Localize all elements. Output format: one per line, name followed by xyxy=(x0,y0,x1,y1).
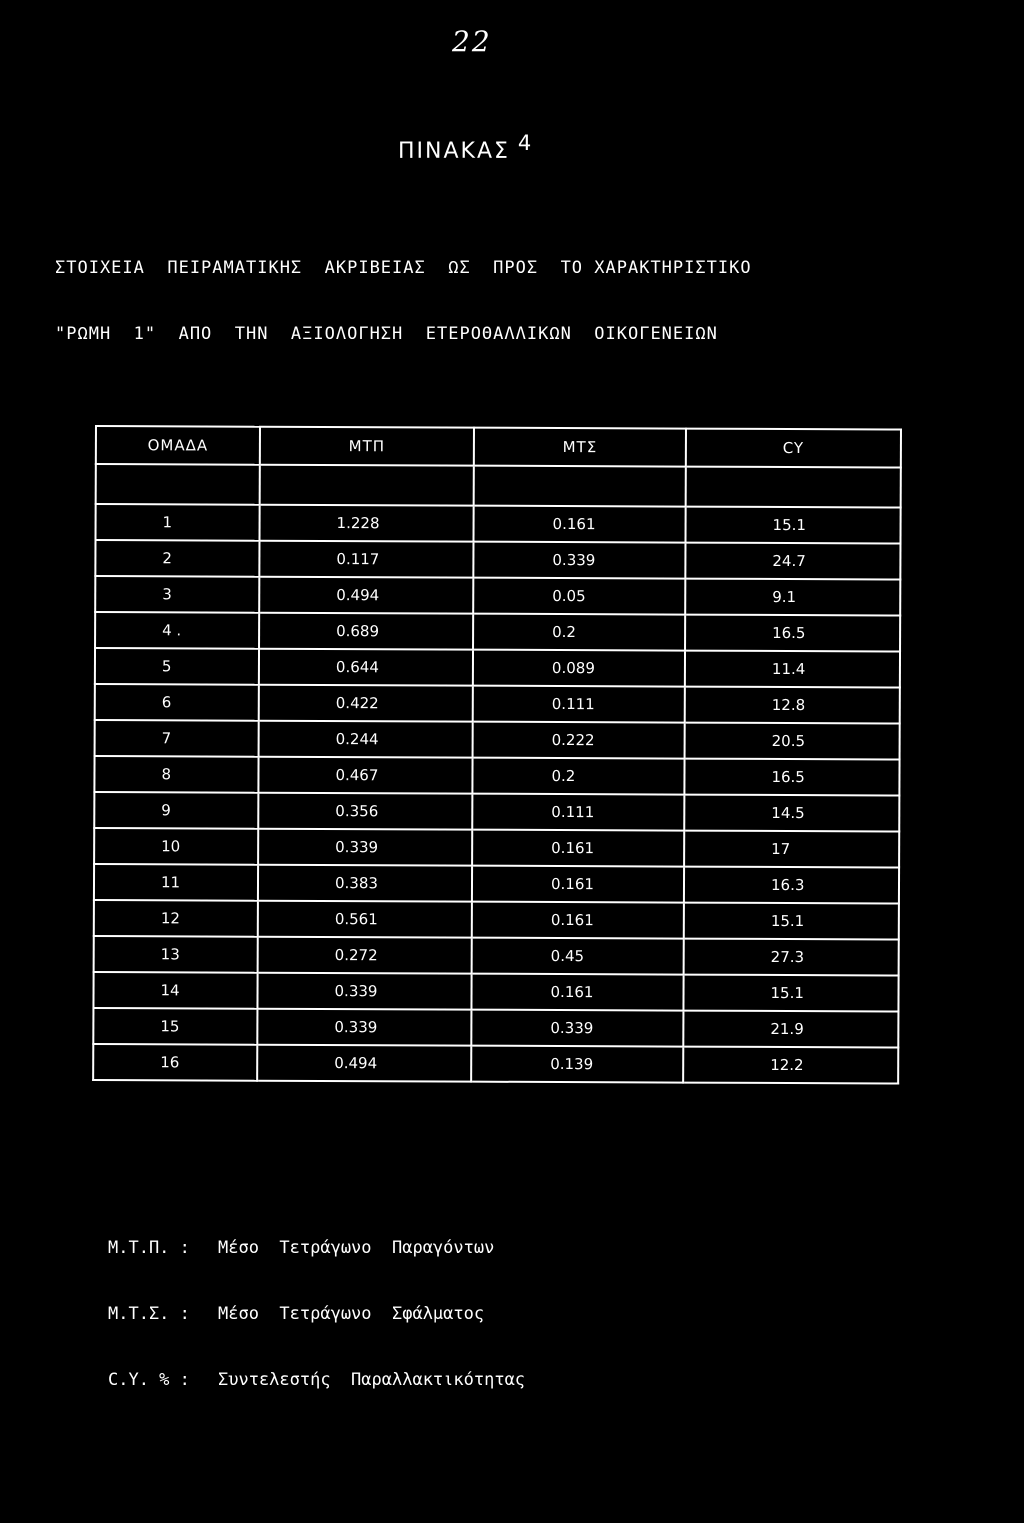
table-caption xyxy=(55,213,752,367)
group-cell: 1 xyxy=(95,504,259,541)
table-row xyxy=(94,900,899,940)
mts-cell: 0.161 xyxy=(472,866,684,903)
cv-cell: 21.9 xyxy=(683,1011,898,1048)
legend-abbr: C.Y. % : xyxy=(108,1370,190,1390)
header-cv: CY xyxy=(686,429,901,468)
cv-cell: 15.1 xyxy=(683,975,898,1012)
cv-cell: 17 xyxy=(684,831,899,868)
table-title-label: ΠΙΝΑΚΑΣ xyxy=(398,139,510,164)
table-row xyxy=(93,1044,898,1084)
mts-cell: 0.05 xyxy=(473,578,685,615)
cv-cell: 15.1 xyxy=(685,507,900,544)
mtp-cell: 0.339 xyxy=(257,973,471,1010)
table-title-number: 4 xyxy=(517,131,534,155)
mts-cell: 0.161 xyxy=(472,902,684,939)
group-cell: 2 xyxy=(95,540,259,577)
table-row xyxy=(94,828,899,868)
spacer-cell xyxy=(260,465,474,506)
table-header-row xyxy=(96,426,901,468)
table-row xyxy=(94,792,899,832)
group-cell: 8 xyxy=(94,756,258,793)
group-cell: 11 xyxy=(94,864,258,901)
group-cell: 3 xyxy=(95,576,259,613)
table-row xyxy=(95,612,900,652)
caption-line-2: "ΡΩΜΗ 1" ΑΠΟ ΤΗΝ ΑΞΙΟΛΟΓΗΣΗ ΕΤΕΡΟΘΑΛΛΙΚΩΝ ΟΙΚΟΓΕΝΕΙΩΝ xyxy=(55,324,718,344)
legend-row-cv xyxy=(108,1369,525,1391)
cv-cell: 16.5 xyxy=(684,759,899,796)
spacer-cell xyxy=(686,467,901,508)
group-cell: 4 . xyxy=(95,612,259,649)
table-row xyxy=(95,504,900,544)
mtp-cell: 0.117 xyxy=(259,541,473,578)
group-cell: 7 xyxy=(95,720,259,757)
page-number: 22 xyxy=(452,25,492,58)
cv-cell: 12.2 xyxy=(683,1047,898,1084)
spacer-cell xyxy=(96,464,260,505)
cv-cell: 24.7 xyxy=(685,543,900,580)
group-cell: 10 xyxy=(94,828,258,865)
mts-cell: 0.161 xyxy=(471,974,683,1011)
mts-cell: 0.161 xyxy=(473,506,685,543)
caption-line-1: ΣΤΟΙΧΕΙΑ ΠΕΙΡΑΜΑΤΙΚΗΣ ΑΚΡΙΒΕΙΑΣ ΩΣ ΠΡΟΣ ΤΟ ΧΑΡΑΚΤΗΡΙΣΤΙΚΟ xyxy=(55,258,752,278)
mtp-cell: 0.383 xyxy=(258,865,472,902)
legend-row-mts xyxy=(108,1303,525,1325)
legend-text: Μέσο Τετράγωνο Παραγόντων xyxy=(218,1238,495,1258)
table-row xyxy=(94,756,899,796)
cv-cell: 16.3 xyxy=(684,867,899,904)
table-row xyxy=(93,1008,898,1048)
table-row xyxy=(94,864,899,904)
legend-row-mtp xyxy=(108,1237,525,1259)
legend-text: Μέσο Τετράγωνο Σφάλματος xyxy=(218,1304,485,1324)
mtp-cell: 0.244 xyxy=(259,721,473,758)
legend-text: Συντελεστής Παραλλακτικότητας xyxy=(218,1370,526,1390)
mts-cell: 0.339 xyxy=(473,542,685,579)
mtp-cell: 0.339 xyxy=(258,829,472,866)
mtp-cell: 0.689 xyxy=(259,613,473,650)
mts-cell: 0.111 xyxy=(472,794,684,831)
table-row xyxy=(95,576,900,616)
cv-cell: 16.5 xyxy=(685,615,900,652)
mtp-cell: 0.422 xyxy=(259,685,473,722)
spacer-cell xyxy=(474,466,686,507)
mts-cell: 0.111 xyxy=(473,686,685,723)
mts-cell: 0.161 xyxy=(472,830,684,867)
group-cell: 6 xyxy=(95,684,259,721)
mtp-cell: 0.561 xyxy=(258,901,472,938)
mts-cell: 0.45 xyxy=(472,938,684,975)
group-cell: 5 xyxy=(95,648,259,685)
cv-cell: 9.1 xyxy=(685,579,900,616)
legend-abbr: Μ.Τ.Π. : xyxy=(108,1238,190,1258)
mtp-cell: 0.494 xyxy=(257,1045,471,1082)
cv-cell: 12.8 xyxy=(685,687,900,724)
legend-abbr: Μ.Τ.Σ. : xyxy=(108,1304,190,1324)
mtp-cell: 0.339 xyxy=(257,1009,471,1046)
mtp-cell: 0.494 xyxy=(259,577,473,614)
group-cell: 13 xyxy=(94,936,258,973)
cv-cell: 11.4 xyxy=(685,651,900,688)
mtp-cell: 0.644 xyxy=(259,649,473,686)
table-spacer-row xyxy=(96,464,901,508)
group-cell: 15 xyxy=(93,1008,257,1045)
cv-cell: 15.1 xyxy=(684,903,899,940)
header-mts: ΜΤΣ xyxy=(474,428,686,467)
table-title xyxy=(398,128,533,167)
mts-cell: 0.089 xyxy=(473,650,685,687)
table-row xyxy=(94,936,899,976)
table-row xyxy=(95,720,900,760)
mts-cell: 0.339 xyxy=(471,1010,683,1047)
mtp-cell: 1.228 xyxy=(259,505,473,542)
cv-cell: 20.5 xyxy=(685,723,900,760)
group-cell: 9 xyxy=(94,792,258,829)
table-row xyxy=(93,972,898,1012)
mtp-cell: 0.272 xyxy=(258,937,472,974)
group-cell: 12 xyxy=(94,900,258,937)
mts-cell: 0.2 xyxy=(473,614,685,651)
mts-cell: 0.222 xyxy=(473,722,685,759)
table-row xyxy=(95,540,900,580)
mtp-cell: 0.356 xyxy=(258,793,472,830)
header-group: ΟΜΑΔΑ xyxy=(96,426,260,465)
group-cell: 14 xyxy=(93,972,257,1009)
cv-cell: 14.5 xyxy=(684,795,899,832)
table-body xyxy=(93,464,901,1084)
table-row xyxy=(95,684,900,724)
header-mtp: ΜΤΠ xyxy=(260,427,474,466)
group-cell: 16 xyxy=(93,1044,257,1081)
table-row xyxy=(95,648,900,688)
cv-cell: 27.3 xyxy=(684,939,899,976)
mts-cell: 0.2 xyxy=(472,758,684,795)
abbreviation-legend xyxy=(108,1193,525,1413)
results-table xyxy=(92,425,902,1085)
mts-cell: 0.139 xyxy=(471,1046,683,1083)
mtp-cell: 0.467 xyxy=(258,757,472,794)
